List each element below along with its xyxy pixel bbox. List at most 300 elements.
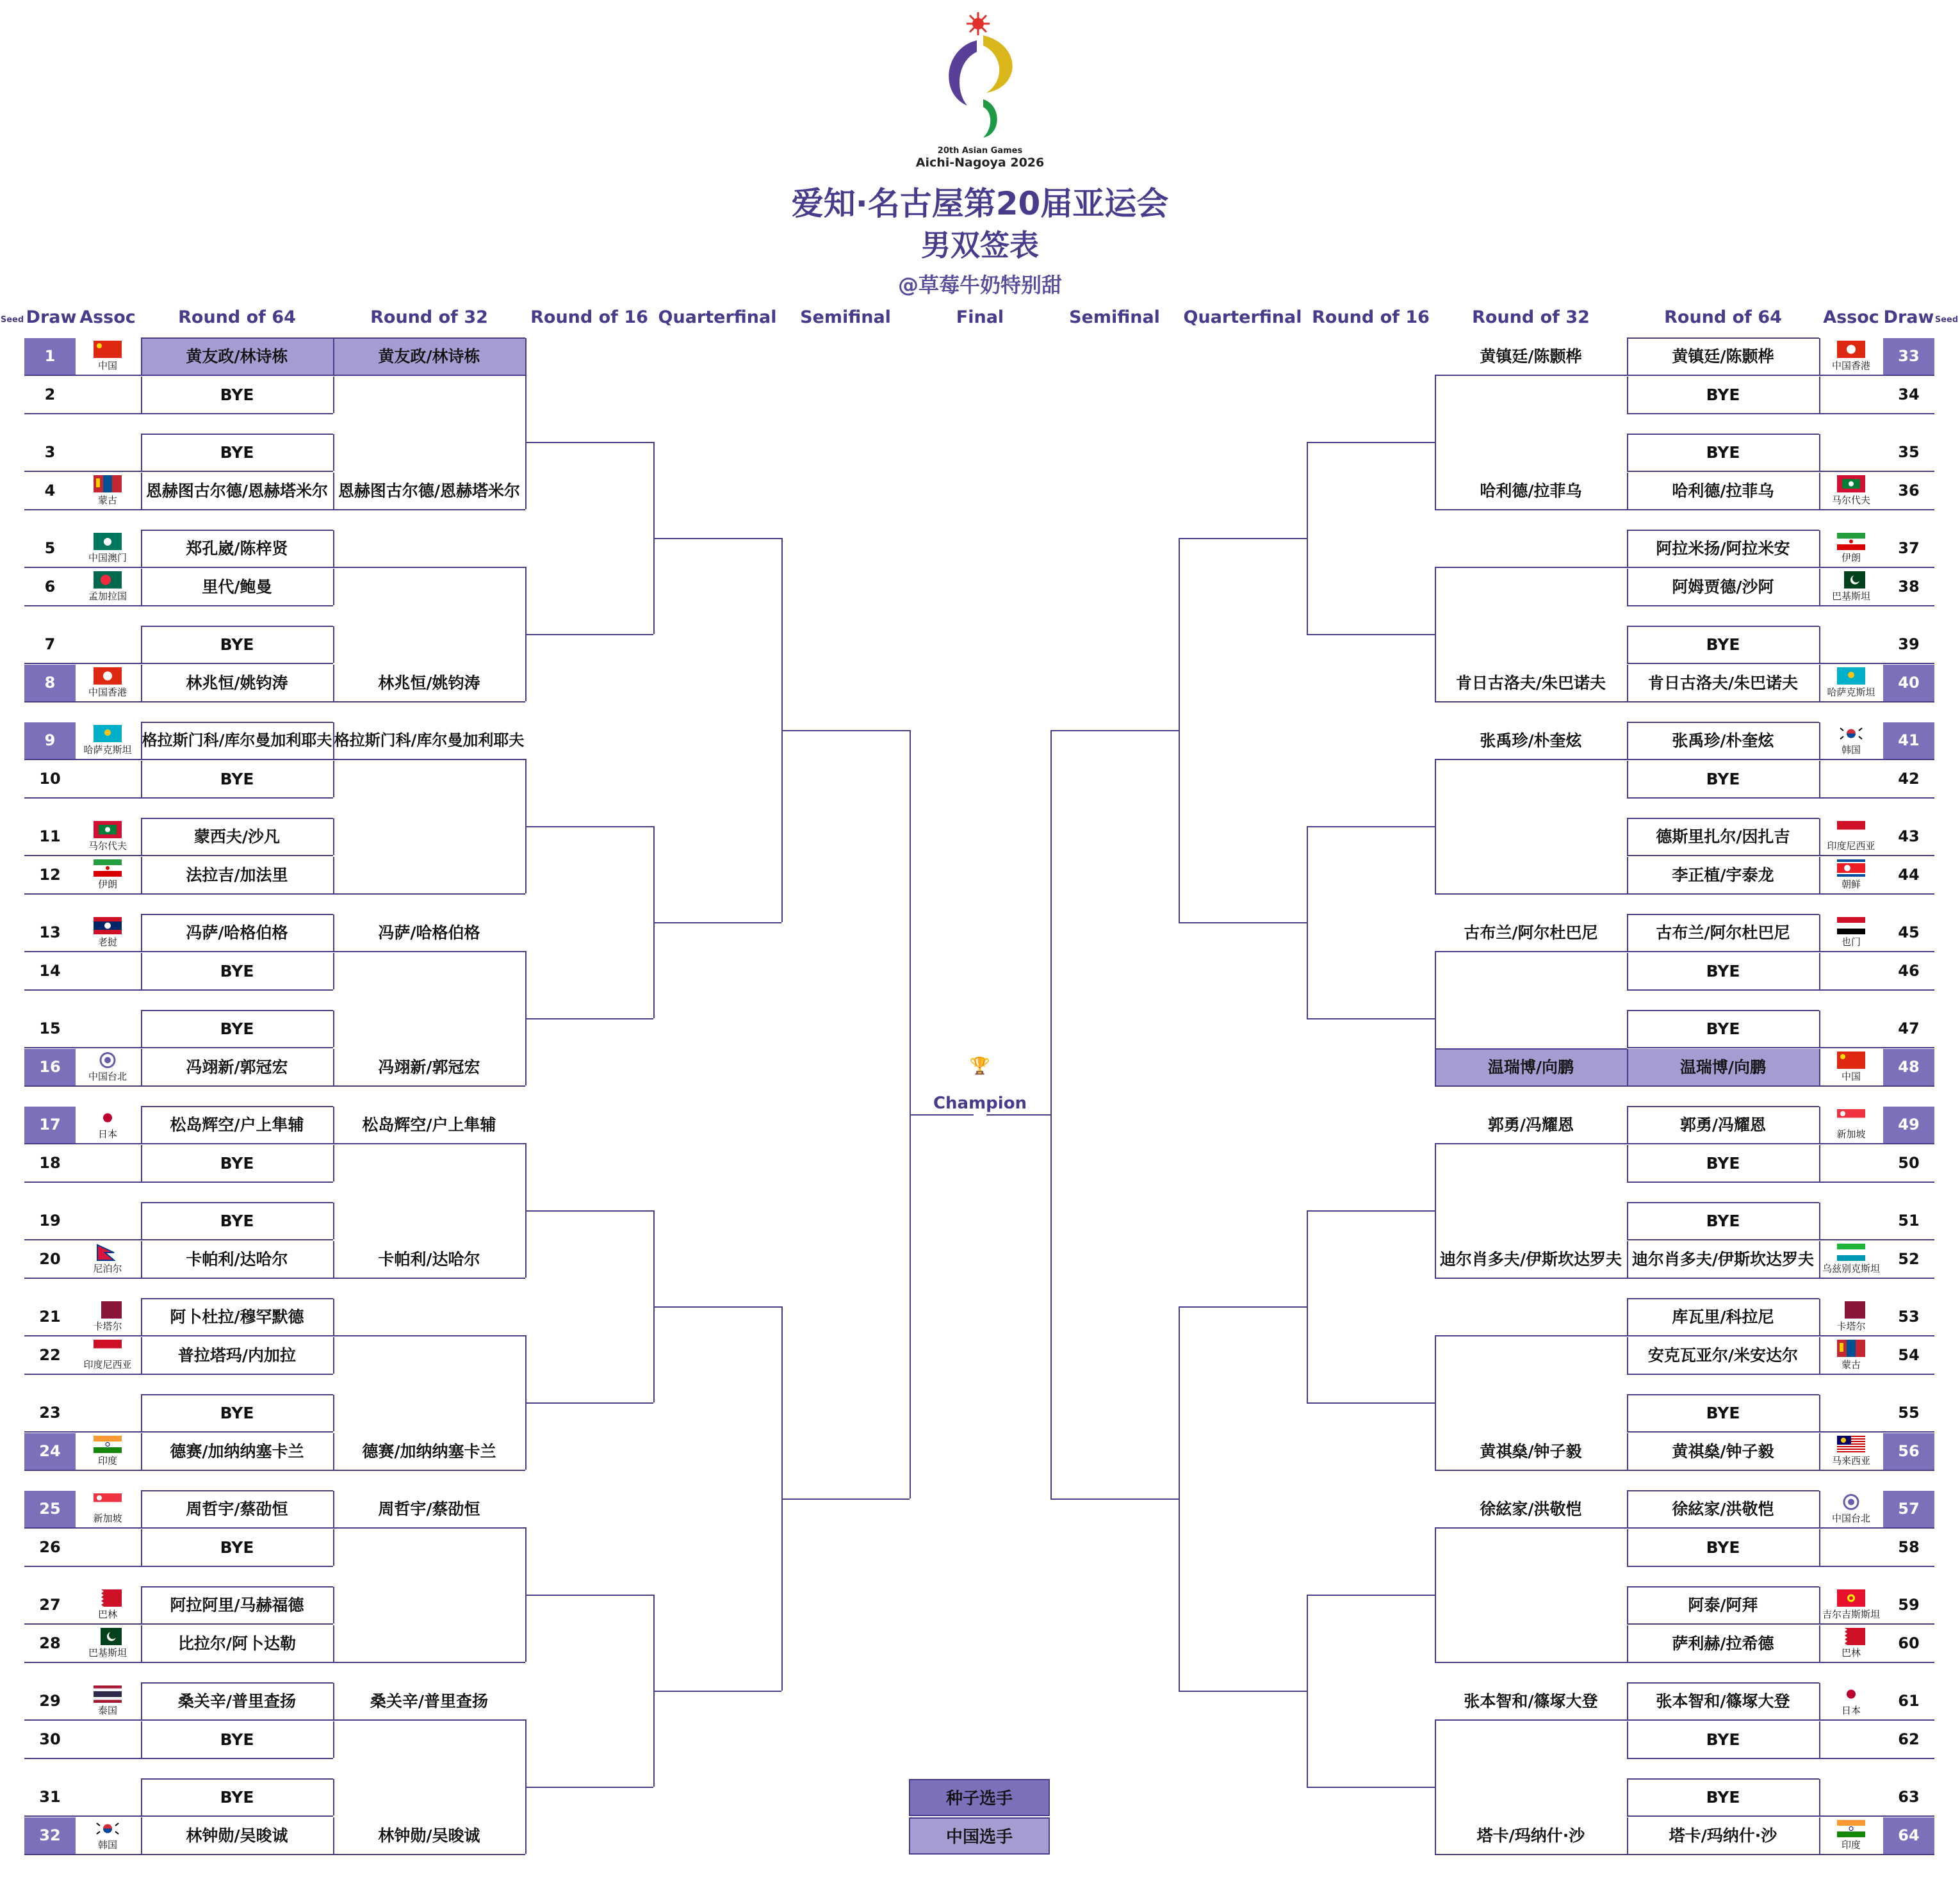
- player-entry[interactable]: BYE: [220, 635, 254, 654]
- bracket-line: [333, 1085, 525, 1087]
- player-entry[interactable]: BYE: [220, 962, 254, 980]
- player-entry[interactable]: 黄镇廷/陈颢桦: [1672, 347, 1774, 366]
- draw-number: 64: [1883, 1817, 1934, 1854]
- header-r32-right: Round of 32: [1472, 307, 1590, 327]
- bracket-line: [1627, 530, 1819, 531]
- player-entry[interactable]: 格拉斯门科/库尔曼加利耶夫: [142, 731, 332, 749]
- draw-number: 56: [1883, 1433, 1934, 1470]
- bracket-line: [1627, 471, 1934, 472]
- header-r16-left: Round of 16: [530, 307, 648, 327]
- bracket-line: [1627, 818, 1819, 819]
- bracket-line: [1307, 442, 1308, 634]
- bracket-line: [1627, 1778, 1819, 1780]
- bracket-line: [333, 375, 525, 376]
- bracket-line: [1627, 1335, 1934, 1336]
- kor-flag-icon: [94, 1820, 122, 1837]
- bracket-line: [1819, 1683, 1820, 1719]
- assoc-label: 伊朗: [1841, 552, 1861, 564]
- r32-entry[interactable]: 松岛辉空/户上隼辅: [362, 1116, 496, 1134]
- bracket-line: [141, 1298, 333, 1299]
- bracket-line: [1179, 1306, 1180, 1691]
- bracket-line: [1627, 1854, 1934, 1855]
- player-entry[interactable]: 郑孔崴/陈梓贤: [186, 539, 288, 558]
- bracket-line: [24, 1623, 333, 1625]
- bracket-line: [1627, 1817, 1628, 1854]
- bracket-line: [1627, 1721, 1628, 1758]
- r32-entry[interactable]: 恩赫图古尔德/恩赫塔米尔: [338, 482, 521, 500]
- draw-number: 17: [24, 1107, 76, 1143]
- header-qf-left: Quarterfinal: [658, 307, 777, 327]
- draw-number: 19: [39, 1212, 61, 1230]
- bracket-line: [1627, 1298, 1819, 1299]
- player-entry[interactable]: 林兆恒/姚钧涛: [186, 674, 288, 692]
- assoc-label: 中国澳门: [88, 552, 127, 564]
- prk-flag-icon: [1837, 859, 1865, 877]
- brn-flag-icon: [94, 1589, 122, 1607]
- bracket-line: [1435, 1719, 1436, 1854]
- bracket-line: [141, 1010, 333, 1011]
- player-entry[interactable]: 蒙西夫/沙凡: [193, 827, 281, 846]
- bracket-line: [525, 1018, 653, 1019]
- assoc-label: 韩国: [97, 1839, 117, 1851]
- draw-number: 54: [1898, 1346, 1920, 1364]
- r32-entry[interactable]: 冯萨/哈格伯格: [378, 923, 480, 942]
- player-entry[interactable]: 迪尔肖多夫/伊斯坎达罗夫: [1631, 1250, 1815, 1269]
- draw-number: 18: [39, 1154, 61, 1172]
- bracket-line: [141, 1529, 142, 1566]
- bracket-line: [141, 473, 142, 509]
- r32-entry[interactable]: 格拉斯门科/库尔曼加利耶夫: [334, 731, 525, 749]
- draw-number: 21: [39, 1308, 61, 1326]
- assoc-label: 哈萨克斯坦: [1827, 686, 1875, 698]
- bracket-line: [1627, 1182, 1934, 1183]
- player-entry[interactable]: BYE: [1706, 1019, 1740, 1038]
- assoc-label: 伊朗: [97, 879, 117, 890]
- draw-number: 44: [1898, 866, 1920, 884]
- player-entry[interactable]: 张禹珍/朴奎炫: [1672, 731, 1774, 750]
- bracket-line: [141, 530, 142, 567]
- bracket-line: [1307, 1595, 1308, 1787]
- r32-entry[interactable]: 黄镇廷/陈颢桦: [1480, 347, 1582, 366]
- draw-number: 48: [1883, 1049, 1934, 1085]
- bracket-line: [1307, 442, 1435, 443]
- player-entry[interactable]: 温瑞博/向鹏: [1627, 1049, 1819, 1085]
- player-entry[interactable]: BYE: [1706, 770, 1740, 788]
- mas-flag-icon: [1837, 1436, 1865, 1453]
- player-entry[interactable]: BYE: [220, 1730, 254, 1749]
- bracket-line: [333, 1145, 334, 1182]
- uzb-flag-icon: [1837, 1244, 1865, 1261]
- bracket-line: [1179, 538, 1307, 539]
- bracket-line: [141, 818, 142, 855]
- bracket-line: [141, 1778, 333, 1780]
- r32-entry[interactable]: [1435, 530, 1627, 567]
- header-r64-left: Round of 64: [178, 307, 296, 327]
- bracket-line: [1627, 1203, 1628, 1239]
- r32-entry[interactable]: 林兆恒/姚钧涛: [378, 674, 480, 692]
- bracket-line: [141, 1433, 142, 1470]
- bracket-line: [525, 1210, 653, 1212]
- bracket-line: [141, 1394, 333, 1395]
- bracket-line: [1627, 759, 1934, 760]
- bracket-line: [1307, 634, 1435, 635]
- bracket-line: [141, 914, 333, 915]
- player-entry[interactable]: 张本智和/篠塚大登: [1656, 1692, 1790, 1710]
- bracket-line: [24, 1374, 333, 1375]
- bracket-line: [1435, 759, 1436, 893]
- bracket-line: [333, 567, 525, 568]
- bracket-line: [1627, 761, 1628, 797]
- player-entry[interactable]: 冯萨/哈格伯格: [186, 923, 288, 942]
- player-entry[interactable]: 阿拉米扬/阿拉米安: [1656, 539, 1790, 558]
- draw-number: 16: [24, 1049, 76, 1085]
- r32-entry[interactable]: [333, 1299, 525, 1335]
- bracket-line: [24, 1758, 333, 1759]
- draw-number: 13: [39, 923, 61, 941]
- player-entry[interactable]: 阿拉阿里/马赫福德: [170, 1596, 304, 1614]
- draw-number: 38: [1898, 578, 1920, 596]
- player-entry[interactable]: 库瓦里/科拉尼: [1672, 1308, 1774, 1326]
- player-entry[interactable]: BYE: [1706, 386, 1740, 404]
- bracket-line: [1627, 1682, 1819, 1684]
- player-entry[interactable]: BYE: [1706, 1538, 1740, 1557]
- author-credit: @草莓牛奶特别甜: [897, 273, 1062, 297]
- bracket-line: [24, 567, 333, 568]
- sgp-flag-icon: [94, 1493, 122, 1511]
- bracket-line: [333, 1719, 525, 1721]
- player-entry[interactable]: 林钟勋/吴晙诚: [186, 1826, 288, 1845]
- bracket-line: [1627, 1010, 1819, 1011]
- bracket-line: [1435, 509, 1627, 510]
- bracket-line: [141, 1106, 333, 1107]
- r32-entry[interactable]: [333, 857, 525, 893]
- player-entry[interactable]: 李正植/宇泰龙: [1672, 866, 1774, 884]
- bracket-line: [24, 951, 333, 952]
- bracket-line: [1819, 722, 1820, 759]
- r32-entry[interactable]: 周哲宇/蔡劭恒: [378, 1500, 480, 1518]
- draw-number: 26: [39, 1538, 61, 1556]
- bracket-line: [141, 626, 142, 663]
- bracket-line: [141, 1395, 142, 1431]
- bracket-line: [1627, 1529, 1628, 1566]
- bracket-line: [24, 1470, 333, 1471]
- player-entry[interactable]: BYE: [1706, 1788, 1740, 1807]
- player-entry[interactable]: 塔卡/玛纳什·沙: [1669, 1826, 1777, 1845]
- player-entry[interactable]: 桑关辛/普里查扬: [177, 1692, 297, 1710]
- draw-number: 55: [1898, 1404, 1920, 1422]
- draw-number: 42: [1898, 770, 1920, 788]
- bracket-line: [525, 442, 653, 443]
- draw-number: 47: [1898, 1019, 1920, 1037]
- bracket-line: [1307, 826, 1435, 827]
- player-entry[interactable]: BYE: [220, 1788, 254, 1807]
- assoc-label: 蒙古: [97, 494, 117, 506]
- bracket-line: [141, 1625, 142, 1662]
- bracket-line: [333, 1337, 334, 1374]
- draw-number: 11: [39, 827, 61, 845]
- bracket-line: [333, 1011, 334, 1047]
- player-entry[interactable]: 安克瓦亚尔/米安达尔: [1647, 1346, 1799, 1365]
- bracket-line: [1819, 1587, 1820, 1623]
- draw-number: 4: [44, 482, 56, 499]
- draw-number: 1: [24, 338, 76, 375]
- player-entry[interactable]: BYE: [220, 770, 254, 788]
- r32-entry[interactable]: 卡帕利/达哈尔: [378, 1250, 480, 1269]
- bracket-line: [333, 893, 525, 895]
- mdv-flag-icon: [94, 821, 122, 838]
- player-entry[interactable]: 周哲宇/蔡劭恒: [186, 1500, 288, 1518]
- bracket-line: [781, 730, 910, 731]
- player-entry[interactable]: BYE: [220, 1154, 254, 1173]
- player-entry[interactable]: BYE: [220, 1212, 254, 1230]
- draw-number: 24: [24, 1433, 76, 1470]
- r32-entry[interactable]: 冯翊新/郭冠宏: [378, 1058, 480, 1076]
- header-sf-right: Semifinal: [1069, 307, 1160, 327]
- header-r32-left: Round of 32: [370, 307, 488, 327]
- draw-number: 37: [1898, 539, 1920, 557]
- player-entry[interactable]: 阿卜杜拉/穆罕默德: [170, 1308, 304, 1326]
- r32-entry[interactable]: 温瑞博/向鹏: [1435, 1049, 1627, 1085]
- bracket-line: [1435, 1048, 1627, 1050]
- bracket-line: [333, 1470, 525, 1471]
- r32-entry[interactable]: 塔卡/玛纳什·沙: [1476, 1826, 1585, 1845]
- bracket-line: [653, 538, 781, 539]
- bracket-line: [1627, 1470, 1934, 1471]
- player-entry[interactable]: BYE: [220, 386, 254, 404]
- player-entry[interactable]: BYE: [1706, 962, 1740, 980]
- assoc-label: 日本: [1841, 1705, 1861, 1716]
- player-entry[interactable]: 德斯里扎尔/因扎吉: [1656, 827, 1790, 846]
- player-entry[interactable]: BYE: [1706, 1404, 1740, 1422]
- r32-entry[interactable]: 古布兰/阿尔杜巴尼: [1464, 923, 1598, 942]
- bracket-line: [1627, 1625, 1628, 1662]
- assoc-label: 巴基斯坦: [1831, 590, 1870, 602]
- player-entry[interactable]: 黄祺燊/钟子毅: [1672, 1442, 1774, 1461]
- player-entry[interactable]: BYE: [1706, 443, 1740, 462]
- r32-entry[interactable]: 哈利德/拉菲乌: [1480, 482, 1582, 500]
- player-entry[interactable]: 徐絃家/洪敬恺: [1672, 1500, 1774, 1518]
- draw-number: 63: [1898, 1788, 1920, 1806]
- player-entry[interactable]: BYE: [220, 1404, 254, 1422]
- bracket-line: [141, 1586, 333, 1588]
- r32-entry[interactable]: 桑关辛/普里查扬: [370, 1692, 489, 1710]
- bracket-line: [1627, 1586, 1819, 1588]
- player-entry[interactable]: 阿泰/阿拜: [1688, 1596, 1758, 1614]
- assoc-label: 巴林: [1841, 1647, 1861, 1659]
- r32-entry[interactable]: 迪尔肖多夫/伊斯坎达罗夫: [1439, 1250, 1622, 1269]
- player-entry[interactable]: 德赛/加纳纳塞卡兰: [170, 1442, 304, 1461]
- r32-entry[interactable]: 徐絃家/洪敬恺: [1480, 1500, 1582, 1518]
- draw-number: 15: [39, 1019, 61, 1037]
- r32-entry[interactable]: [1435, 1625, 1627, 1662]
- bracket-line: [141, 434, 333, 435]
- assoc-label: 蒙古: [1841, 1359, 1861, 1370]
- assoc-label: 马来西亚: [1831, 1455, 1870, 1466]
- bracket-line: [1627, 663, 1934, 664]
- kaz-flag-icon: [94, 725, 122, 742]
- bracket-line: [1819, 1779, 1820, 1815]
- r32-entry[interactable]: [1435, 1299, 1627, 1335]
- ina-flag-icon: [1837, 821, 1865, 838]
- bracket-line: [1627, 1374, 1934, 1375]
- bracket-line: [525, 634, 653, 635]
- header-sf-left: Semifinal: [800, 307, 891, 327]
- draw-number: 45: [1898, 923, 1920, 941]
- r32-entry[interactable]: [1435, 857, 1627, 893]
- player-entry[interactable]: BYE: [220, 1019, 254, 1038]
- bracket-line: [1819, 626, 1820, 663]
- bracket-line: [333, 1143, 525, 1144]
- draw-number: 8: [24, 665, 76, 701]
- bracket-line: [24, 1335, 333, 1336]
- bracket-line: [141, 914, 142, 951]
- bracket-line: [141, 722, 142, 759]
- bracket-line: [1819, 1145, 1820, 1182]
- bracket-line: [141, 530, 333, 531]
- asian-games-logo: [932, 10, 1028, 144]
- bracket-line: [1627, 1662, 1934, 1663]
- draw-number: 61: [1898, 1692, 1920, 1710]
- bracket-line: [1627, 1433, 1628, 1470]
- r32-entry[interactable]: 肯日古洛夫/朱巴诺夫: [1455, 674, 1606, 692]
- iri-flag-icon: [94, 859, 122, 877]
- bracket-line: [24, 855, 333, 856]
- bracket-line: [1819, 1529, 1820, 1566]
- player-entry[interactable]: 比拉尔/阿卜达勒: [177, 1634, 297, 1653]
- draw-number: 34: [1898, 386, 1920, 403]
- draw-number: 12: [39, 866, 61, 884]
- mdv-flag-icon: [1837, 475, 1865, 492]
- r32-entry[interactable]: 张禹珍/朴奎炫: [1480, 731, 1582, 750]
- r32-entry[interactable]: [333, 530, 525, 567]
- header-draw-right: Draw: [1883, 307, 1934, 327]
- bracket-line: [986, 1114, 1050, 1116]
- bracket-line: [141, 569, 142, 605]
- bracket-line: [1627, 1085, 1934, 1087]
- bracket-line: [333, 626, 334, 663]
- draw-number: 58: [1898, 1538, 1920, 1556]
- bracket-line: [1627, 1278, 1934, 1279]
- draw-number: 31: [39, 1788, 61, 1806]
- bracket-line: [141, 1779, 142, 1815]
- player-entry[interactable]: 卡帕利/达哈尔: [186, 1250, 288, 1269]
- bracket-line: [1627, 434, 1628, 471]
- player-entry[interactable]: BYE: [1706, 1154, 1740, 1173]
- bracket-line: [1627, 338, 1628, 375]
- bracket-line: [1627, 434, 1819, 435]
- draw-number: 27: [39, 1596, 61, 1614]
- bracket-line: [141, 665, 142, 701]
- player-entry[interactable]: 法拉吉/加法里: [186, 866, 288, 884]
- assoc-label: 中国台北: [1831, 1513, 1870, 1524]
- assoc-label: 尼泊尔: [93, 1263, 122, 1274]
- draw-number: 49: [1883, 1107, 1934, 1143]
- bracket-line: [1819, 1049, 1820, 1085]
- assoc-label: 新加坡: [1836, 1128, 1866, 1140]
- bracket-line: [1435, 1085, 1627, 1087]
- bracket-line: [141, 1490, 333, 1491]
- assoc-label: 马尔代夫: [1831, 494, 1870, 506]
- player-entry[interactable]: 肯日古洛夫/朱巴诺夫: [1647, 674, 1799, 692]
- player-entry[interactable]: 黄友政/林诗栋: [141, 338, 333, 375]
- bracket-line: [24, 1182, 333, 1183]
- bracket-line: [525, 338, 527, 375]
- bracket-line: [333, 434, 334, 471]
- r32-entry[interactable]: 黄友政/林诗栋: [333, 338, 525, 375]
- r32-entry[interactable]: 郭勇/冯耀恩: [1487, 1116, 1574, 1134]
- player-entry[interactable]: 松岛辉空/户上隼辅: [170, 1116, 304, 1134]
- player-entry[interactable]: 萨利赫/拉希德: [1672, 1634, 1774, 1653]
- player-entry[interactable]: 普拉塔玛/内加拉: [177, 1346, 297, 1365]
- player-entry[interactable]: BYE: [220, 443, 254, 462]
- assoc-label: 中国香港: [88, 686, 127, 698]
- bracket-line: [1819, 953, 1820, 989]
- bracket-line: [141, 1203, 142, 1239]
- bracket-line: [333, 818, 334, 855]
- yem-flag-icon: [1837, 917, 1865, 934]
- bracket-line: [141, 1337, 142, 1374]
- player-entry[interactable]: 恩赫图古尔德/恩赫塔米尔: [145, 482, 329, 500]
- player-entry[interactable]: 冯翊新/郭冠宏: [186, 1058, 288, 1076]
- assoc-label: 日本: [97, 1128, 117, 1140]
- bracket-line: [1627, 1107, 1628, 1143]
- assoc-label: 孟加拉国: [88, 590, 127, 602]
- player-entry[interactable]: 郭勇/冯耀恩: [1679, 1116, 1767, 1134]
- player-entry[interactable]: 阿姆贾德/沙阿: [1672, 578, 1774, 596]
- bracket-line: [141, 1049, 142, 1085]
- r32-entry[interactable]: 德赛/加纳纳塞卡兰: [362, 1442, 496, 1461]
- r32-entry[interactable]: 黄祺燊/钟子毅: [1480, 1442, 1582, 1461]
- bracket-line: [333, 1395, 334, 1431]
- r32-entry[interactable]: 林钟勋/吴晙诚: [378, 1826, 480, 1845]
- draw-number: 22: [39, 1346, 61, 1364]
- bracket-line: [1819, 530, 1820, 567]
- player-entry[interactable]: 哈利德/拉菲乌: [1672, 482, 1774, 500]
- draw-number: 9: [24, 722, 76, 759]
- brn-flag-icon: [1837, 1628, 1865, 1645]
- bracket-line: [1627, 530, 1628, 567]
- bracket-line: [24, 375, 333, 376]
- bracket-line: [1307, 1018, 1435, 1019]
- assoc-label: 也门: [1841, 936, 1861, 948]
- r32-entry[interactable]: 张本智和/篠塚大登: [1464, 1692, 1598, 1710]
- bracket-line: [1627, 1239, 1934, 1240]
- assoc-label: 巴基斯坦: [88, 1647, 127, 1659]
- draw-number: 59: [1898, 1596, 1920, 1614]
- bracket-line: [1435, 1719, 1627, 1721]
- bracket-line: [1819, 1241, 1820, 1278]
- bracket-line: [1819, 569, 1820, 605]
- bracket-line: [141, 818, 333, 819]
- bracket-line: [1435, 1335, 1436, 1470]
- player-entry[interactable]: 古布兰/阿尔杜巴尼: [1656, 923, 1790, 942]
- bracket-line: [141, 1107, 142, 1143]
- assoc-label: 中国香港: [1831, 360, 1870, 371]
- bracket-line: [1050, 1498, 1179, 1500]
- mgl-flag-icon: [94, 475, 122, 492]
- bracket-line: [525, 1787, 653, 1788]
- player-entry[interactable]: BYE: [1706, 1730, 1740, 1749]
- r32-entry[interactable]: [333, 1625, 525, 1662]
- player-entry[interactable]: BYE: [220, 1538, 254, 1557]
- draw-number: 14: [39, 962, 61, 980]
- bracket-line: [24, 471, 333, 472]
- player-entry[interactable]: BYE: [1706, 1212, 1740, 1230]
- player-entry[interactable]: 里代/鲍曼: [202, 578, 272, 596]
- player-entry[interactable]: BYE: [1706, 635, 1740, 654]
- bracket-line: [1627, 626, 1628, 663]
- bracket-line: [141, 1721, 142, 1758]
